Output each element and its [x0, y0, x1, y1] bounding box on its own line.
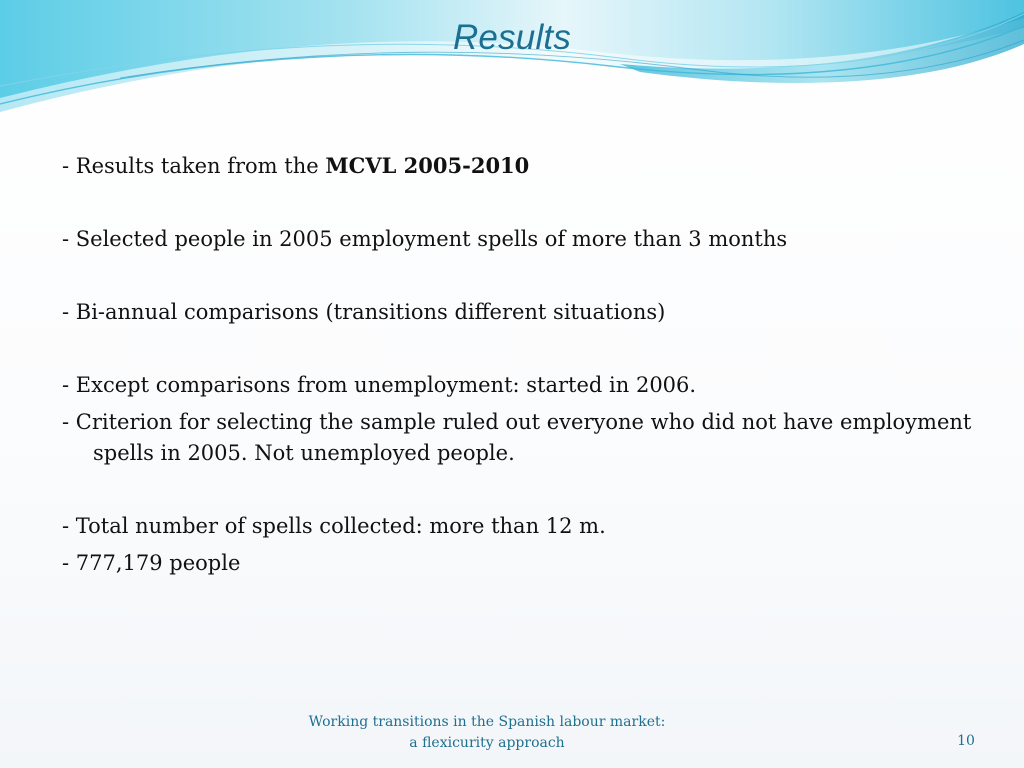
bullet-item: - 777,179 people — [62, 551, 241, 575]
bullet-item: - Bi-annual comparisons (transitions different situations) — [62, 300, 666, 324]
bullet-item — [62, 150, 1017, 182]
bullet-item: - Total number of spells collected: more than 12 m. — [62, 514, 606, 538]
bullet-item: - Selected people in 2005 employment spells of more than 3 months — [62, 227, 788, 251]
bullet-text: - Results taken from the — [62, 154, 326, 178]
bullet-item: - Except comparisons from unemployment: started in 2006. — [62, 373, 697, 397]
footer-caption — [286, 712, 688, 754]
footer-line: a flexicurity approach — [409, 735, 565, 751]
page-number: 10 — [957, 733, 975, 749]
slide-title: Results — [452, 18, 572, 57]
bullet-item: - Criterion for selecting the sample ruled out everyone who did not have employment spells in 2005. Not unemployed people. — [62, 410, 972, 465]
bullet-list — [62, 150, 1017, 579]
bullet-bold-text: MCVL 2005-2010 — [325, 153, 530, 178]
footer-line: Working transitions in the Spanish labour market: — [308, 714, 666, 730]
